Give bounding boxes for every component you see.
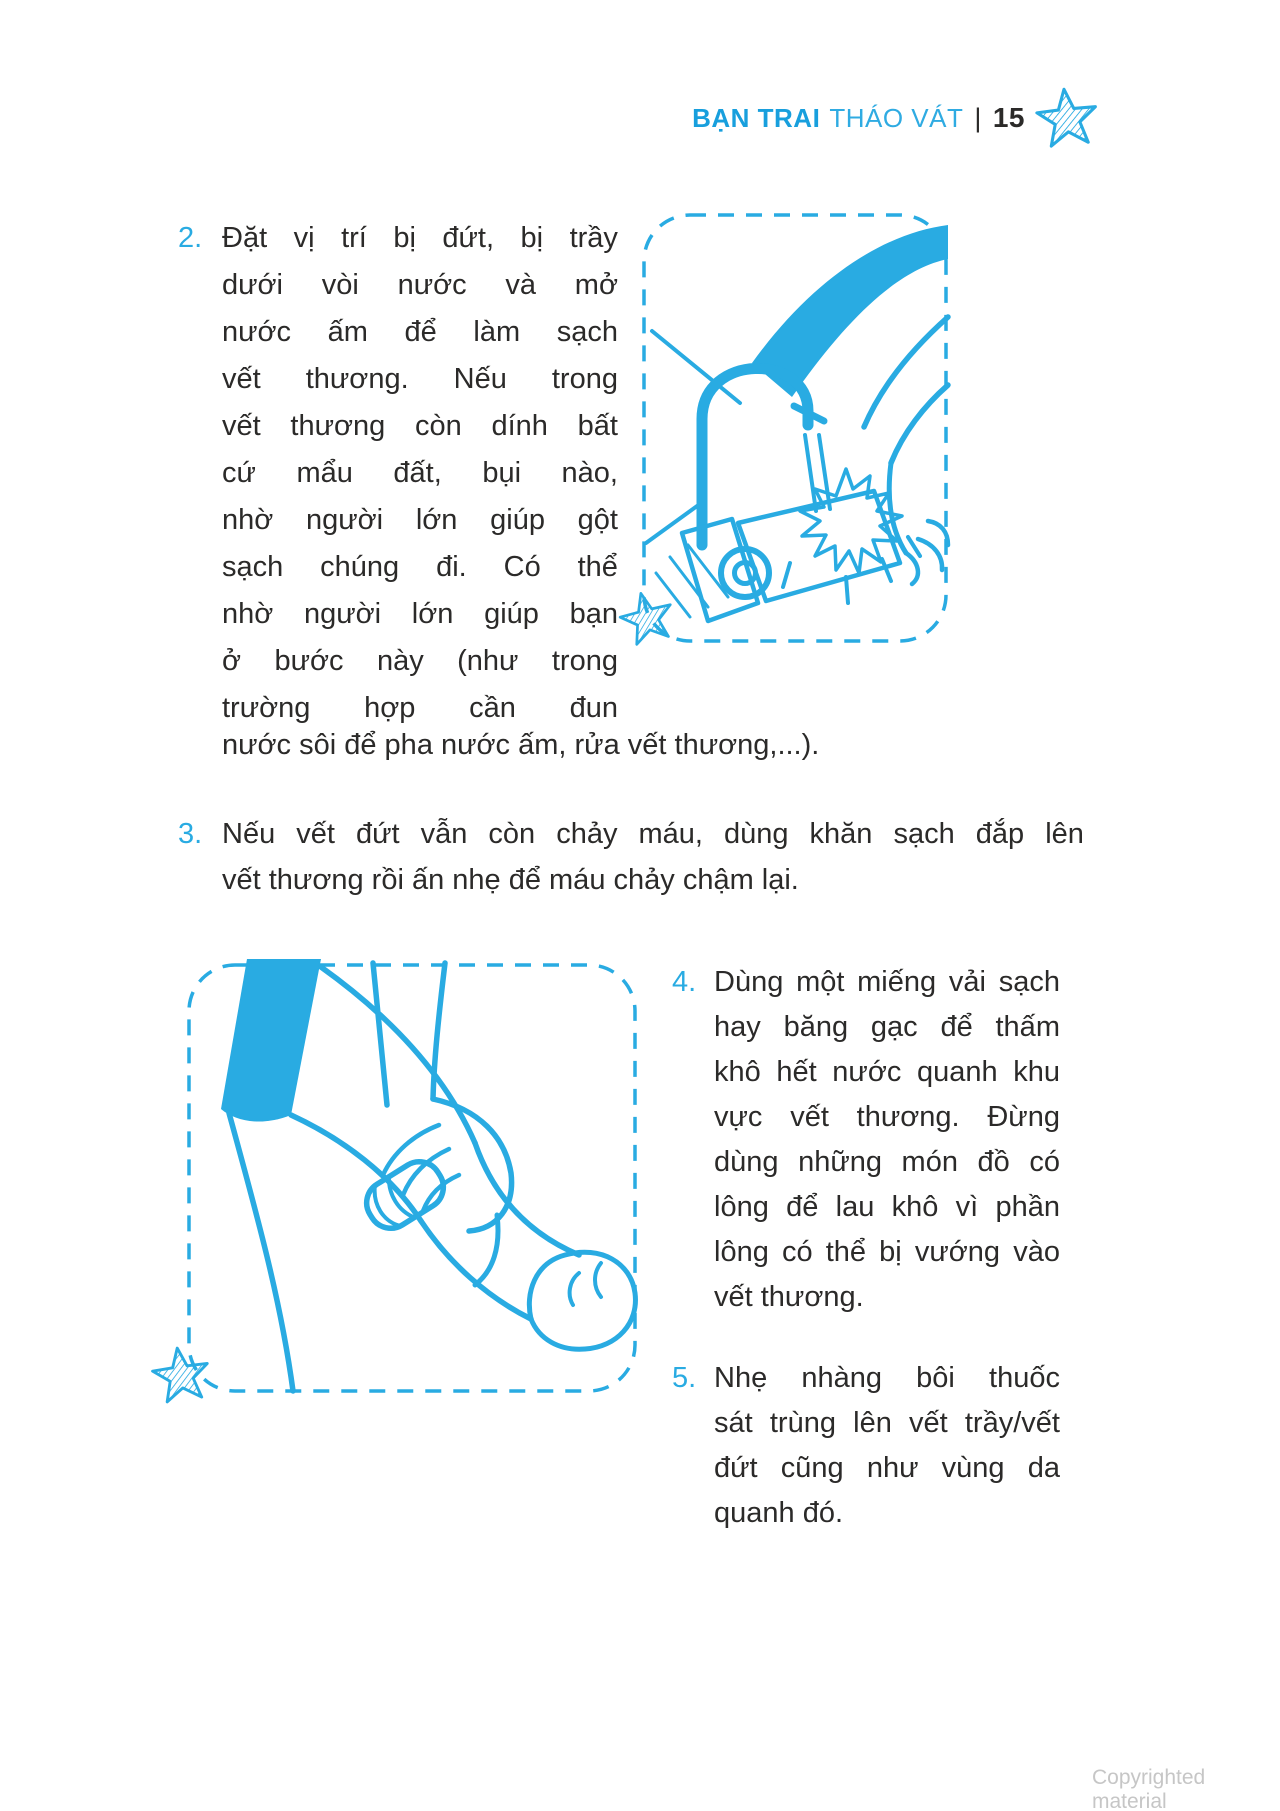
figure-drying-wound — [187, 963, 637, 1393]
step-number-5: 5. — [672, 1362, 697, 1394]
faucet-washing-illustration — [642, 213, 948, 643]
step-3-text-last: vết thương rồi ấn nhẹ để máu chảy chậm lại. — [222, 864, 799, 896]
text-line: lông có thể bị vướng vào — [714, 1236, 1060, 1268]
pressing-cloth-illustration — [187, 963, 637, 1393]
text-line: nước ấm để làm sạch — [222, 316, 618, 348]
step-number-4: 4. — [672, 966, 697, 998]
text-line: nhờ người lớn giúp bạn — [222, 598, 618, 630]
text-line: Nhẹ nhàng bôi thuốc — [714, 1362, 1060, 1394]
copyright-notice: Copyrighted material — [1092, 1766, 1206, 1811]
text-line: Nếu vết đứt vẫn còn chảy máu, dùng khăn sạch đắp lên — [222, 818, 1084, 850]
book-title-bold: BẠN TRAI — [692, 102, 821, 133]
step-4-text-last: vết thương. — [714, 1281, 864, 1313]
text-line: sạch chúng đi. Có thể — [222, 551, 618, 583]
page-number: 15 — [992, 102, 1025, 133]
text-line: trường hợp cần đun — [222, 692, 618, 724]
step-2-text — [222, 222, 618, 739]
text-line: cứ mẩu đất, bụi nào, — [222, 457, 618, 489]
step-3-text — [222, 818, 1084, 864]
text-line: dùng những món đồ có — [714, 1146, 1060, 1178]
text-line: khô hết nước quanh khu — [714, 1056, 1060, 1088]
text-line: Dùng một miếng vải sạch — [714, 966, 1060, 998]
step-5-text — [714, 1362, 1060, 1497]
text-line: Đặt vị trí bị đứt, bị trầy — [222, 222, 618, 254]
step-5-text-last: quanh đó. — [714, 1497, 844, 1529]
text-line: dưới vòi nước và mở — [222, 269, 618, 301]
star-icon — [1031, 81, 1104, 156]
page-header — [620, 96, 1100, 140]
step-4-text — [714, 966, 1060, 1281]
header-separator: | — [974, 102, 982, 133]
step-number-3: 3. — [178, 818, 203, 850]
text-line: vết thương. Nếu trong — [222, 363, 618, 395]
step-number-2: 2. — [178, 222, 203, 254]
step-2-text-last: nước sôi để pha nước ấm, rửa vết thương,...). — [222, 729, 820, 761]
text-line: nhờ người lớn giúp gột — [222, 504, 618, 536]
text-line: đứt cũng như vùng da — [714, 1452, 1060, 1484]
text-line: lông để lau khô vì phần — [714, 1191, 1060, 1223]
figure-washing-wound — [642, 213, 948, 643]
text-line: hay băng gạc để thấm — [714, 1011, 1060, 1043]
text-line: ở bước này (như trong — [222, 645, 618, 677]
text-line: sát trùng lên vết trầy/vết — [714, 1407, 1060, 1439]
book-title-regular: THÁO VÁT — [829, 102, 964, 133]
text-line: vết thương còn dính bất — [222, 410, 618, 442]
text-line: vực vết thương. Đừng — [714, 1101, 1060, 1133]
star-icon — [146, 1340, 216, 1410]
